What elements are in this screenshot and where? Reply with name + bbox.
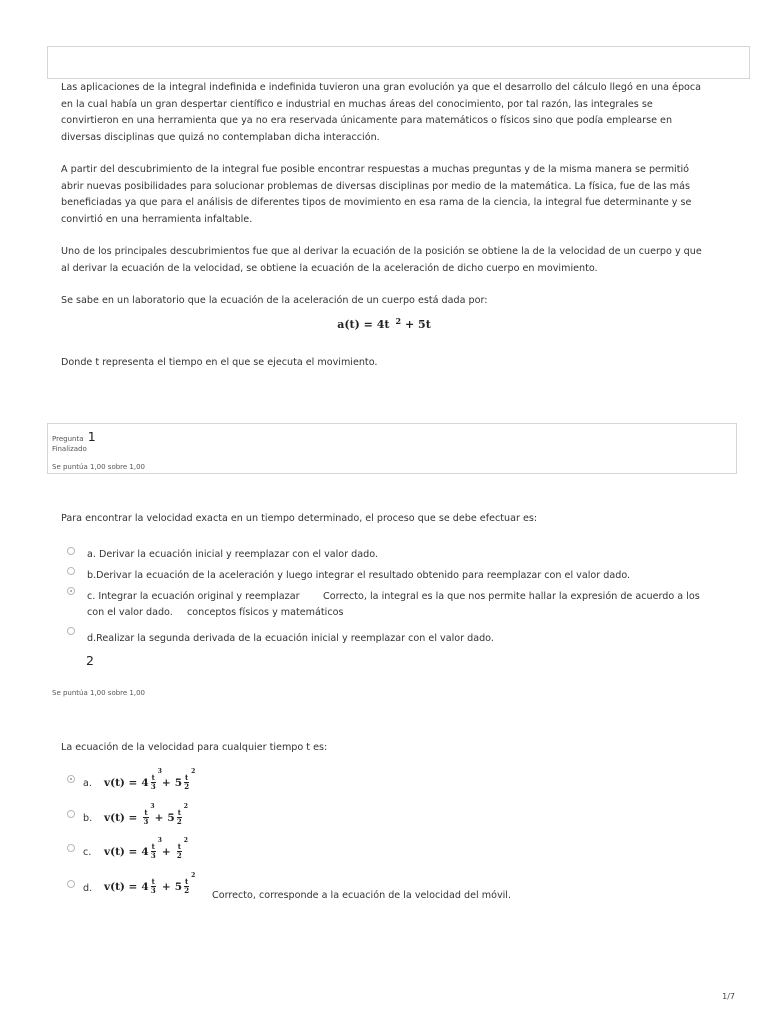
option-c-feedback-note: conceptos físicos y matemáticos bbox=[187, 607, 344, 618]
q2-option-b-radio[interactable] bbox=[67, 810, 75, 818]
q2-option-b-letter: b. bbox=[83, 813, 93, 824]
acceleration-formula bbox=[0, 318, 768, 331]
intro-paragraph-3: Uno de los principales descubrimientos fue que al derivar la ecuación de la posición se obtiene la de la velocidad de un cuerpo y que al derivar la ecuación de la velocidad, se obtiene la ecuación de la aceleración de dicho cuerpo en movimiento. bbox=[61, 246, 702, 274]
option-b-text: b.Derivar la ecuación de la aceleración y luego integrar el resultado obtenido para reemplazar con el valor dado. bbox=[87, 570, 631, 581]
question-1-info bbox=[47, 423, 737, 474]
question-state: Finalizado bbox=[52, 445, 87, 453]
q2-option-a-radio[interactable] bbox=[67, 775, 75, 783]
option-c-text: c. Integrar la ecuación original y reemplazar bbox=[87, 591, 300, 602]
question-grade: Se puntúa 1,00 sobre 1,00 bbox=[52, 463, 146, 471]
q2-option-c-radio[interactable] bbox=[67, 844, 75, 852]
intro-paragraph-2: A partir del descubrimiento de la integral fue posible encontrar respuestas a muchas preguntas y de la misma manera se permitió abrir nuevas posibilidades para solucionar problemas de diversas disciplinas por medio de la matemática. La física, fue de las más beneficiadas ya que para el análisis de diferentes tipos de movimiento en esa rama de la ciencia, la integral fue determinante y se convirtió en una herramienta infaltable. bbox=[61, 164, 692, 225]
intro-paragraph-1: Las aplicaciones de la integral indefinida e indefinida tuvieron una gran evolución ya que el desarrollo del cálculo llegó en una época en la cual había un gran despertar científico e industrial en muchas áreas del conocimiento, por tal razón, las integrales se convirtieron en una herramienta que ya no era reservada únicamente para matemáticos o físicos sino que podía emplearse en diversas disciplinas que quizá no contemplaban dicha interacción. bbox=[61, 82, 702, 143]
q2-option-b-equation: v(t) = t 3 3 + 5 t 2 2 bbox=[104, 803, 188, 826]
question-2-number: 2 bbox=[86, 653, 94, 668]
q2-option-a-letter: a. bbox=[83, 778, 92, 789]
q2-option-d-radio[interactable] bbox=[67, 880, 75, 888]
q2-option-c-letter: c. bbox=[83, 847, 92, 858]
option-c-feedback: Correcto, la integral es la que nos permite hallar la expresión de acuerdo a los bbox=[323, 591, 700, 602]
header-box bbox=[47, 46, 750, 79]
option-d-text: d.Realizar la segunda derivada de la ecuación inicial y reemplazar con el valor dado. bbox=[87, 633, 494, 644]
formula-rhs: + 5t bbox=[405, 318, 431, 331]
question-2-grade: Se puntúa 1,00 sobre 1,00 bbox=[52, 689, 146, 697]
question-2-prompt: La ecuación de la velocidad para cualquier tiempo t es: bbox=[61, 742, 328, 753]
option-b-radio[interactable] bbox=[67, 567, 75, 575]
option-d-radio[interactable] bbox=[67, 627, 75, 635]
formula-lhs: a(t) = 4t bbox=[337, 318, 390, 331]
question-label: Pregunta 1 bbox=[52, 429, 96, 444]
q2-option-c-equation: v(t) = 4 t 3 3 + t 2 2 bbox=[104, 837, 188, 860]
q2-option-d-equation: v(t) = 4 $\frac{t}{3}$ + 5 t 2 2 bbox=[104, 872, 196, 895]
q2-option-a-equation: v(t) = 4 t 3 3 + 5 t 2 2 bbox=[104, 768, 196, 791]
intro-text bbox=[61, 80, 711, 326]
intro-paragraph-4: Se sabe en un laboratorio que la ecuación de la aceleración de un cuerpo está dada por: bbox=[61, 295, 488, 306]
option-a-radio[interactable] bbox=[67, 547, 75, 555]
where-text: Donde t representa el tiempo en el que se ejecuta el movimiento. bbox=[61, 357, 378, 368]
page-number: 1/7 bbox=[722, 992, 735, 1001]
question-1-prompt: Para encontrar la velocidad exacta en un tiempo determinado, el proceso que se debe efectuar es: bbox=[61, 513, 538, 524]
option-c-feedback-cont: con el valor dado. bbox=[87, 607, 173, 618]
formula-exponent: 2 bbox=[395, 316, 402, 326]
q2-feedback: Correcto, corresponde a la ecuación de la velocidad del móvil. bbox=[212, 890, 511, 901]
option-a-text: a. Derivar la ecuación inicial y reemplazar con el valor dado. bbox=[87, 549, 378, 560]
option-c-radio[interactable] bbox=[67, 587, 75, 595]
q2-option-d-letter: d. bbox=[83, 883, 93, 894]
question-number: 1 bbox=[87, 429, 96, 444]
